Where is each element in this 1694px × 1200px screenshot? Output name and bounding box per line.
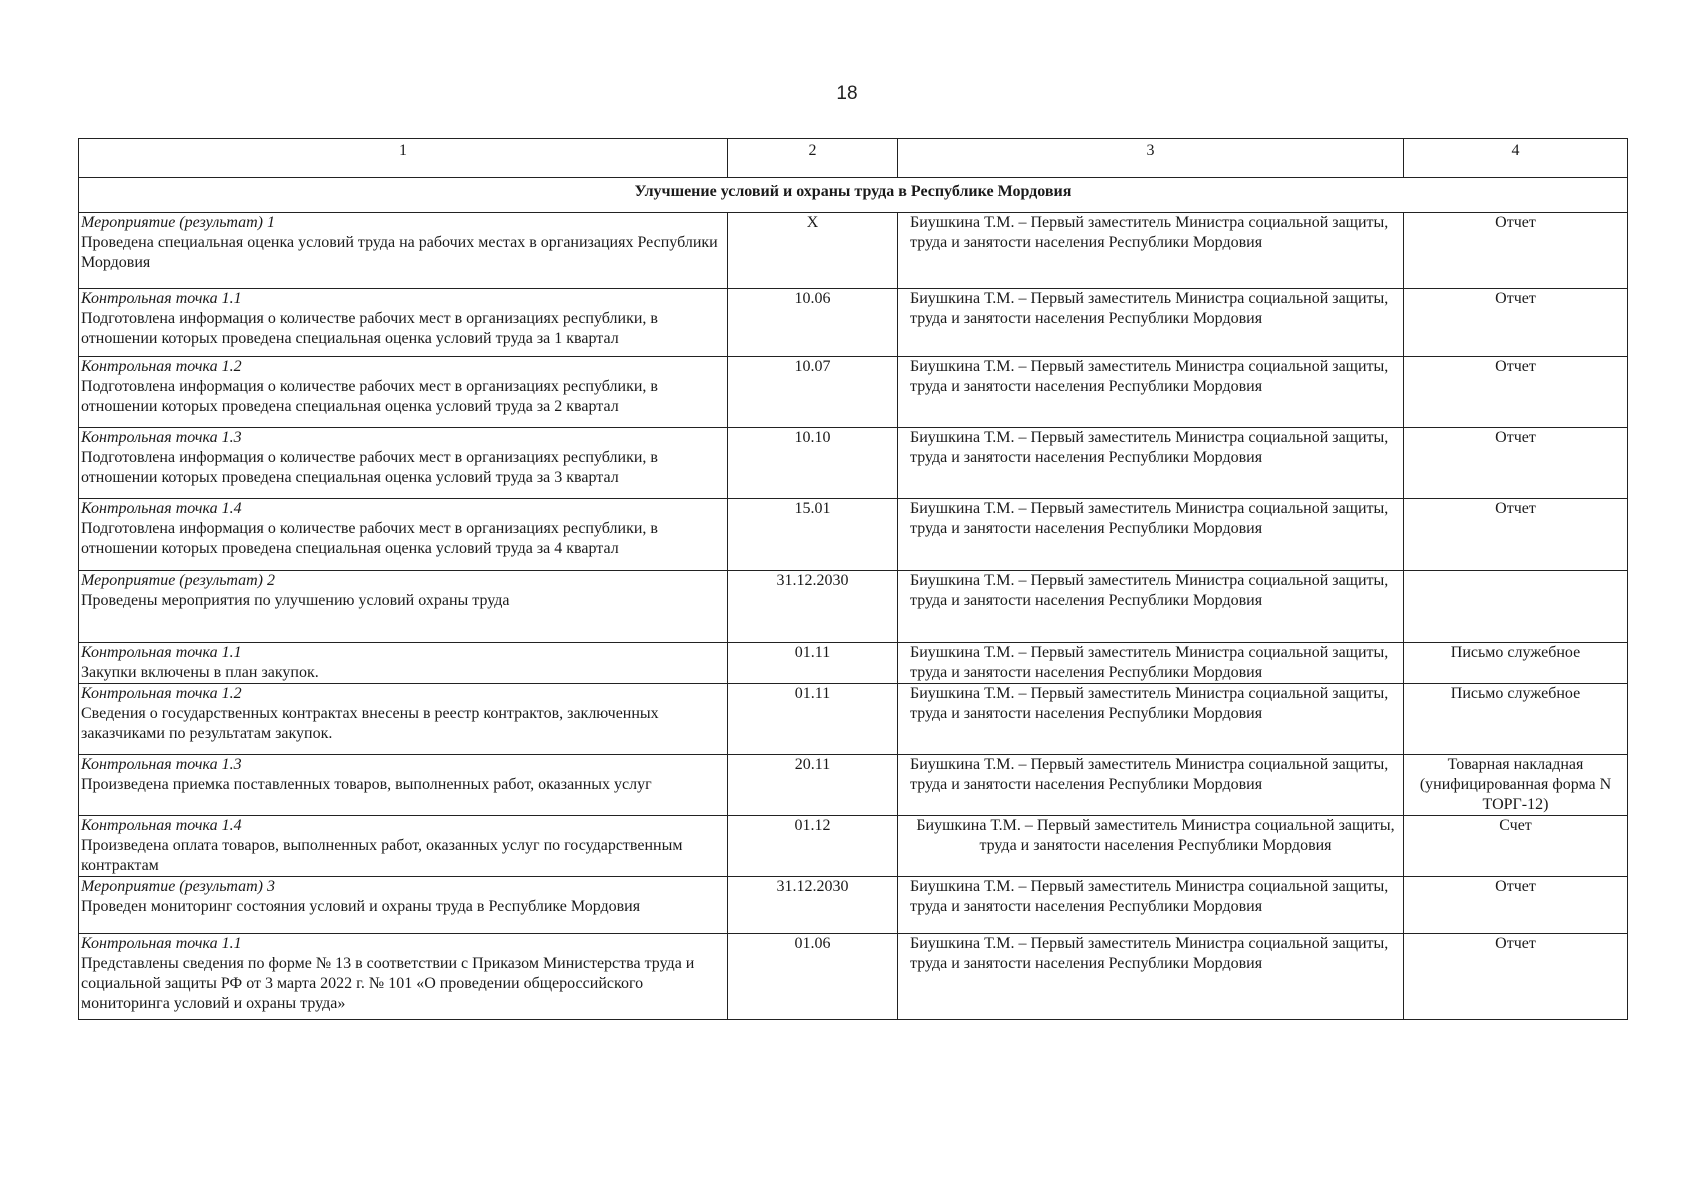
activity-cell [79,643,728,684]
activity-description: Произведена оплата товаров, выполненных работ, оказанных услуг по государственным контрактам [81,837,683,874]
responsible-cell [898,877,1404,934]
responsible-cell [898,755,1404,816]
table-row [79,289,1628,357]
deadline-cell: 20.11 [728,755,898,816]
responsible-cell [898,571,1404,643]
column-number-row [79,139,1628,178]
deadline-cell: 01.12 [728,816,898,877]
table-row [79,499,1628,571]
table-row [79,643,1628,684]
responsible-text: Биушкина Т.М. – Первый заместитель Министра социальной защиты, труда и занятости населения Республики Мордовия [910,429,1389,466]
activity-description: Проведен мониторинг состояния условий и охраны труда в Республике Мордовия [81,898,641,915]
column-header-1: 1 [79,139,728,178]
column-header-2: 2 [728,139,898,178]
activity-description: Закупки включены в план закупок. [81,664,319,681]
activity-kind: Мероприятие (результат) 1 [81,214,275,231]
activity-description: Подготовлена информация о количестве рабочих мест в организациях республики, в отношении которых проведена специальная оценка условий труда за 4 квартал [81,520,658,557]
activity-description: Подготовлена информация о количестве рабочих мест в организациях республики, в отношении которых проведена специальная оценка условий труда за 2 квартал [81,378,658,415]
activity-description: Подготовлена информация о количестве рабочих мест в организациях республики, в отношении которых проведена специальная оценка условий труда за 3 квартал [81,449,658,486]
activity-cell [79,816,728,877]
activity-description: Подготовлена информация о количестве рабочих мест в организациях республики, в отношении которых проведена специальная оценка условий труда за 1 квартал [81,310,658,347]
responsible-text: Биушкина Т.М. – Первый заместитель Министра социальной защиты, труда и занятости населения Республики Мордовия [910,644,1389,681]
document-type-cell: Счет [1404,816,1628,877]
activity-cell [79,877,728,934]
deadline-cell: 10.06 [728,289,898,357]
deadline-cell: 01.06 [728,934,898,1020]
responsible-text: Биушкина Т.М. – Первый заместитель Министра социальной защиты, труда и занятости населения Республики Мордовия [916,817,1395,854]
deadline-cell: 01.11 [728,684,898,755]
deadline-cell: 10.10 [728,428,898,499]
responsible-text: Биушкина Т.М. – Первый заместитель Министра социальной защиты, труда и занятости населения Республики Мордовия [910,685,1389,722]
activity-kind: Контрольная точка 1.2 [81,358,242,375]
activity-description: Проведены мероприятия по улучшению условий охраны труда [81,592,510,609]
document-type-cell: Отчет [1404,428,1628,499]
table-row [79,934,1628,1020]
document-type-cell: Письмо служебное [1404,643,1628,684]
activity-kind: Контрольная точка 1.4 [81,817,242,834]
activity-kind: Контрольная точка 1.2 [81,685,242,702]
responsible-cell [898,213,1404,289]
table-row [79,357,1628,428]
deadline-cell: 10.07 [728,357,898,428]
plan-table [78,138,1628,1020]
document-type-cell: Отчет [1404,289,1628,357]
responsible-cell [898,934,1404,1020]
document-type-cell: Товарная накладная (унифицированная форма N ТОРГ-12) [1404,755,1628,816]
column-header-3: 3 [898,139,1404,178]
responsible-cell [898,816,1404,877]
activity-kind: Контрольная точка 1.3 [81,756,242,773]
table-row [79,428,1628,499]
table-body [79,213,1628,1020]
activity-kind: Мероприятие (результат) 3 [81,878,275,895]
responsible-cell [898,357,1404,428]
column-header-4: 4 [1404,139,1628,178]
table-row [79,213,1628,289]
activity-description: Сведения о государственных контрактах внесены в реестр контрактов, заключенных заказчиками по результатам закупок. [81,705,659,742]
activity-cell [79,428,728,499]
responsible-cell [898,289,1404,357]
activity-description: Представлены сведения по форме № 13 в соответствии с Приказом Министерства труда и социальной защиты РФ от 3 марта 2022 г. № 101 «О проведении общероссийского мониторинга условий и охраны труда» [81,955,695,1012]
table-row [79,571,1628,643]
responsible-cell [898,684,1404,755]
activity-cell [79,934,728,1020]
table-row [79,877,1628,934]
activity-kind: Мероприятие (результат) 2 [81,572,275,589]
document-type-cell: Отчет [1404,499,1628,571]
document-type-cell [1404,571,1628,643]
responsible-text: Биушкина Т.М. – Первый заместитель Министра социальной защиты, труда и занятости населения Республики Мордовия [910,572,1389,609]
deadline-cell: 31.12.2030 [728,877,898,934]
table-row [79,755,1628,816]
responsible-text: Биушкина Т.М. – Первый заместитель Министра социальной защиты, труда и занятости населения Республики Мордовия [910,935,1389,972]
responsible-cell [898,643,1404,684]
responsible-text: Биушкина Т.М. – Первый заместитель Министра социальной защиты, труда и занятости населения Республики Мордовия [910,500,1389,537]
activity-cell [79,571,728,643]
activity-description: Проведена специальная оценка условий труда на рабочих местах в организациях Республики Мордовия [81,234,718,271]
activity-kind: Контрольная точка 1.1 [81,290,242,307]
document-type-cell: Отчет [1404,934,1628,1020]
activity-kind: Контрольная точка 1.1 [81,644,242,661]
activity-kind: Контрольная точка 1.3 [81,429,242,446]
section-title: Улучшение условий и охраны труда в Республике Мордовия [79,178,1628,213]
deadline-cell: X [728,213,898,289]
responsible-text: Биушкина Т.М. – Первый заместитель Министра социальной защиты, труда и занятости населения Республики Мордовия [910,358,1389,395]
activity-cell [79,499,728,571]
responsible-cell [898,499,1404,571]
deadline-cell: 01.11 [728,643,898,684]
activity-cell [79,289,728,357]
activity-description: Произведена приемка поставленных товаров, выполненных работ, оказанных услуг [81,776,652,793]
activity-kind: Контрольная точка 1.4 [81,500,242,517]
responsible-text: Биушкина Т.М. – Первый заместитель Министра социальной защиты, труда и занятости населения Республики Мордовия [910,878,1389,915]
activity-cell [79,357,728,428]
activity-cell [79,684,728,755]
table-row [79,684,1628,755]
activity-cell [79,755,728,816]
document-type-cell: Письмо служебное [1404,684,1628,755]
deadline-cell: 15.01 [728,499,898,571]
responsible-text: Биушкина Т.М. – Первый заместитель Министра социальной защиты, труда и занятости населения Республики Мордовия [910,214,1389,251]
deadline-cell: 31.12.2030 [728,571,898,643]
document-type-cell: Отчет [1404,213,1628,289]
activity-cell [79,213,728,289]
document-type-cell: Отчет [1404,877,1628,934]
table-row [79,816,1628,877]
responsible-text: Биушкина Т.М. – Первый заместитель Министра социальной защиты, труда и занятости населения Республики Мордовия [910,756,1389,793]
document-type-cell: Отчет [1404,357,1628,428]
page-number: 18 [836,83,858,104]
responsible-cell [898,428,1404,499]
activity-kind: Контрольная точка 1.1 [81,935,242,952]
responsible-text: Биушкина Т.М. – Первый заместитель Министра социальной защиты, труда и занятости населения Республики Мордовия [910,290,1389,327]
section-row [79,178,1628,213]
